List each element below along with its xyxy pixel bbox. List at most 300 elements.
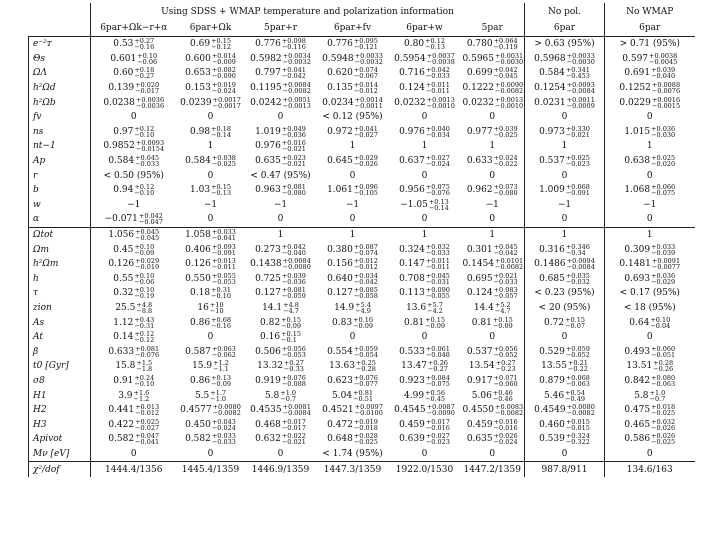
value-cell <box>91 37 177 52</box>
central-value: 0.69 <box>190 39 211 50</box>
value-with-errors <box>131 112 137 122</box>
value-cell <box>389 330 461 345</box>
lower-error: −0.011 <box>211 263 236 272</box>
value-with-errors <box>255 419 306 431</box>
central-value: −1 <box>345 199 360 210</box>
lower-error: −0.036 <box>281 130 306 139</box>
central-value: 0 <box>489 112 496 123</box>
lower-error: −0.090 <box>211 72 236 81</box>
error-bars <box>651 67 675 79</box>
error-bars <box>282 273 306 285</box>
value-cell <box>389 227 461 242</box>
value-with-errors <box>620 288 680 298</box>
value-with-errors <box>250 404 311 416</box>
upper-error: +0.041 <box>281 66 306 75</box>
central-value: 0.16 <box>260 332 281 343</box>
upper-error: +1.0 <box>280 388 297 397</box>
lower-error: −0.009 <box>211 57 236 66</box>
param-label: As <box>29 315 91 330</box>
value-cell <box>525 227 605 242</box>
lower-error: −0.09 <box>353 321 373 330</box>
lower-error: −0.31 <box>134 321 155 330</box>
value-cell <box>461 139 525 154</box>
central-value: 1 <box>207 141 214 152</box>
lower-error: −0.021 <box>565 130 590 139</box>
upper-error: +0.0080 <box>566 403 595 412</box>
value-with-errors <box>463 404 524 416</box>
value-cell <box>461 242 525 257</box>
value-cell <box>605 344 695 359</box>
lower-error: −0.024 <box>211 423 236 432</box>
value-cell <box>525 257 605 272</box>
value-with-errors <box>255 184 306 196</box>
value-cell <box>605 257 695 272</box>
upper-error: +0.035 <box>565 271 590 280</box>
upper-error: +1.7 <box>210 388 227 397</box>
upper-error: +0.10 <box>134 242 155 251</box>
upper-error: +0.032 <box>651 417 676 426</box>
lower-error: −0.13 <box>425 43 445 52</box>
error-bars <box>566 155 590 167</box>
central-value: < 0.17 (95%) <box>619 288 680 299</box>
central-value: 5.5 <box>194 390 210 401</box>
upper-error: +0.028 <box>353 432 378 441</box>
table-row <box>29 359 695 374</box>
lower-error: −0.0010 <box>495 101 524 110</box>
lower-error: −1.2 <box>133 394 150 403</box>
error-bars <box>428 360 448 372</box>
central-value: 0 <box>646 112 653 123</box>
value-with-errors <box>539 419 590 431</box>
value-cell <box>317 154 389 169</box>
lower-error: −0.020 <box>651 160 676 169</box>
lower-error: −0.063 <box>565 379 590 388</box>
central-value: 0.156 <box>327 259 353 270</box>
error-bars <box>425 317 445 329</box>
lower-error: −0.029 <box>651 277 676 286</box>
value-cell <box>317 272 389 287</box>
value-cell <box>461 66 525 81</box>
value-with-errors <box>467 126 518 138</box>
lower-error: −0.021 <box>281 145 306 154</box>
error-bars <box>494 287 518 299</box>
value-with-errors <box>474 302 511 314</box>
value-cell <box>245 227 317 242</box>
error-bars <box>354 287 378 299</box>
error-bars <box>212 229 236 241</box>
value-with-errors <box>489 214 495 224</box>
lower-error: −0.12 <box>134 336 155 345</box>
lower-error: −4.9 <box>355 306 371 315</box>
value-cell <box>177 95 245 110</box>
value-cell <box>177 417 245 432</box>
lower-error: −0.16 <box>211 321 231 330</box>
upper-error: +0.041 <box>353 124 378 133</box>
value-cell <box>389 125 461 140</box>
table-row <box>29 168 695 183</box>
value-cell <box>461 301 525 316</box>
value-with-errors <box>624 244 675 256</box>
lower-error: −0.07 <box>565 321 585 330</box>
central-value: 0.1481 <box>619 259 651 270</box>
chi2-value: 1446.9/1359 <box>245 462 317 478</box>
error-bars <box>134 67 154 79</box>
central-value: 0.465 <box>624 419 651 430</box>
error-bars <box>282 140 306 152</box>
upper-error: +0.0094 <box>566 257 595 266</box>
value-cell <box>461 417 525 432</box>
param-label: t0 [Gyr] <box>29 359 91 374</box>
lower-error: −0.0082 <box>282 87 311 96</box>
central-value: 0 <box>421 214 428 225</box>
lower-error: −0.034 <box>425 130 450 139</box>
upper-error: +1.6 <box>133 388 150 397</box>
central-value: −1 <box>273 199 288 210</box>
error-bars <box>493 390 513 402</box>
central-value: 5.06 <box>471 390 492 401</box>
central-value: 0 <box>646 214 653 225</box>
central-value: 0 <box>421 112 428 123</box>
value-cell <box>91 242 177 257</box>
error-bars <box>566 126 590 138</box>
central-value: 1 <box>561 141 568 152</box>
central-value: 0.879 <box>539 375 565 386</box>
lower-error: −0.27 <box>134 72 155 81</box>
central-value: −1 <box>203 199 218 210</box>
error-bars <box>426 155 450 167</box>
central-value: 0.972 <box>327 126 353 137</box>
central-value: 3.9 <box>118 390 133 401</box>
upper-error: +0.025 <box>135 417 160 426</box>
error-bars <box>139 213 163 225</box>
upper-error: +1.2 <box>213 359 229 368</box>
error-bars <box>567 82 595 94</box>
error-bars <box>426 67 450 79</box>
value-with-errors <box>624 303 676 313</box>
value-cell <box>605 198 695 213</box>
error-bars <box>566 375 590 387</box>
error-bars <box>652 258 680 270</box>
central-value: 1.12 <box>113 317 134 328</box>
central-value: 0.780 <box>466 39 493 50</box>
error-bars <box>495 302 511 314</box>
value-with-errors <box>624 184 675 196</box>
upper-error: +0.081 <box>281 183 306 192</box>
central-value: 0.637 <box>399 156 425 167</box>
value-with-errors <box>327 419 378 431</box>
lower-error: −0.0084 <box>566 87 595 96</box>
central-value: 0.584 <box>539 68 565 79</box>
value-cell <box>245 315 317 330</box>
central-value: 5.46 <box>544 390 565 401</box>
error-bars <box>429 199 449 211</box>
value-with-errors <box>108 258 159 270</box>
lower-error: −0.0154 <box>135 145 165 154</box>
param-label: Ap <box>29 154 91 169</box>
value-cell <box>461 154 525 169</box>
error-bars <box>137 53 157 65</box>
lower-error: −0.025 <box>493 130 518 139</box>
value-cell <box>461 168 525 183</box>
error-bars <box>353 317 373 329</box>
upper-error: +0.15 <box>211 183 231 192</box>
lower-error: −0.039 <box>651 248 676 257</box>
value-with-errors <box>647 449 653 459</box>
value-with-errors <box>322 97 383 109</box>
value-cell <box>317 198 389 213</box>
param-label: b <box>29 183 91 198</box>
param-label: H3 <box>29 417 91 432</box>
error-bars <box>565 317 585 329</box>
value-with-errors <box>185 419 236 431</box>
value-with-errors <box>255 67 306 79</box>
value-cell <box>389 417 461 432</box>
value-cell <box>177 125 245 140</box>
value-cell <box>389 52 461 67</box>
col-header-5: 6par+w <box>389 20 461 37</box>
lower-error: −0.016 <box>493 423 518 432</box>
value-with-errors <box>113 126 154 138</box>
upper-error: +0.12 <box>134 183 155 192</box>
lower-error: −0.14 <box>428 203 449 212</box>
lower-error: −0.0082 <box>495 87 524 96</box>
value-with-errors <box>113 331 154 343</box>
central-value: 0.459 <box>399 419 425 430</box>
value-cell <box>389 388 461 403</box>
value-cell <box>317 388 389 403</box>
value-cell <box>605 52 695 67</box>
error-bars <box>494 184 518 196</box>
lower-error: −0.0090 <box>426 409 455 418</box>
lower-error: −0.0084 <box>566 263 595 272</box>
value-with-errors <box>562 332 568 342</box>
value-with-errors <box>350 171 356 181</box>
lower-error: −0.091 <box>211 248 236 257</box>
central-value: 0.685 <box>539 273 565 284</box>
header-group-sdss-wmap: Using SDSS + WMAP temperature and polarization information <box>91 3 525 20</box>
upper-error: +0.12 <box>134 330 155 339</box>
value-with-errors <box>489 112 495 122</box>
central-value: 0.597 <box>622 53 649 64</box>
central-value: 25.5 <box>115 302 136 313</box>
value-with-errors <box>422 171 428 181</box>
upper-error: +0.045 <box>135 154 160 163</box>
value-with-errors <box>624 433 675 445</box>
lower-error: −0.027 <box>353 130 378 139</box>
value-with-errors <box>108 82 159 94</box>
error-bars <box>136 140 164 152</box>
upper-error: +0.068 <box>565 373 590 382</box>
error-bars <box>566 433 590 445</box>
central-value: 0.633 <box>108 346 135 357</box>
value-cell <box>525 125 605 140</box>
value-with-errors <box>185 346 236 358</box>
error-bars <box>493 317 513 329</box>
value-with-errors <box>619 258 680 270</box>
value-cell <box>461 81 525 96</box>
central-value: 1 <box>421 230 428 241</box>
value-with-errors <box>329 360 376 372</box>
value-with-errors <box>463 97 524 109</box>
upper-error: +0.27 <box>495 359 516 368</box>
error-bars <box>135 155 159 167</box>
lower-error: −0.055 <box>425 292 450 301</box>
central-value: 0.962 <box>466 185 493 196</box>
error-bars <box>566 184 590 196</box>
value-with-errors <box>108 404 159 416</box>
value-with-errors <box>562 171 568 181</box>
error-bars <box>651 346 675 358</box>
error-bars <box>426 258 450 270</box>
error-bars <box>494 67 518 79</box>
central-value: 1.015 <box>624 126 651 137</box>
central-value: 14.1 <box>262 302 283 313</box>
param-label: fv <box>29 110 91 125</box>
central-value: 0.4549 <box>534 405 566 416</box>
value-cell <box>605 168 695 183</box>
central-value: 0 <box>349 214 356 225</box>
central-value: 0.695 <box>466 273 493 284</box>
central-value: < 18 (95%) <box>623 302 676 313</box>
lower-error: −0.27 <box>427 365 448 374</box>
value-cell <box>317 330 389 345</box>
value-with-errors <box>322 404 383 416</box>
lower-error: −0.0036 <box>135 101 165 110</box>
error-bars <box>426 184 450 196</box>
upper-error: +0.017 <box>425 417 450 426</box>
central-value: 0.0239 <box>180 97 212 108</box>
error-bars <box>282 433 306 445</box>
value-cell <box>91 417 177 432</box>
value-with-errors <box>255 287 306 299</box>
value-with-errors <box>629 317 670 329</box>
value-with-errors <box>115 302 152 314</box>
lower-error: −0.33 <box>283 365 304 374</box>
value-cell <box>177 344 245 359</box>
error-bars <box>495 404 523 416</box>
lower-error: −0.121 <box>353 43 378 52</box>
value-with-errors <box>394 97 455 109</box>
value-with-errors <box>327 67 378 79</box>
central-value: 0.5982 <box>250 53 282 64</box>
lower-error: −0.032 <box>565 277 590 286</box>
value-with-errors <box>255 433 306 445</box>
col-header-1: 6par+Ωk−r+α <box>91 20 177 37</box>
value-with-errors <box>400 199 449 211</box>
lower-error: −0.063 <box>651 379 676 388</box>
value-cell <box>245 257 317 272</box>
lower-error: −0.030 <box>651 130 676 139</box>
value-cell <box>389 344 461 359</box>
upper-error: +0.039 <box>493 124 518 133</box>
value-with-errors <box>467 273 518 285</box>
upper-error: +0.084 <box>425 373 450 382</box>
central-value: 0.91 <box>113 375 134 386</box>
value-cell <box>525 242 605 257</box>
value-cell <box>605 272 695 287</box>
central-value: 0.9852 <box>103 141 135 152</box>
lower-error: −0.06 <box>134 277 155 286</box>
upper-error: +0.075 <box>425 183 450 192</box>
value-cell <box>317 286 389 301</box>
value-with-errors <box>190 317 231 329</box>
lower-error: −0.0100 <box>354 409 383 418</box>
upper-error: +0.074 <box>353 66 378 75</box>
central-value: 0.529 <box>539 346 565 357</box>
central-value: 0 <box>646 170 653 181</box>
central-value: 0 <box>207 214 214 225</box>
value-cell <box>245 344 317 359</box>
central-value: 0.923 <box>399 375 425 386</box>
error-bars <box>212 82 236 94</box>
error-bars <box>354 155 378 167</box>
value-cell <box>605 212 695 227</box>
lower-error: −0.091 <box>565 189 590 198</box>
central-value: 0.0242 <box>250 97 282 108</box>
value-cell <box>245 374 317 389</box>
value-cell <box>91 315 177 330</box>
value-cell <box>245 212 317 227</box>
lower-error: −0.033 <box>211 438 236 447</box>
param-label: zion <box>29 301 91 316</box>
error-bars <box>135 258 159 270</box>
lower-error: −0.0038 <box>426 57 455 66</box>
value-with-errors <box>489 171 495 181</box>
lower-error: −0.033 <box>425 248 450 257</box>
lower-error: −0.10 <box>134 379 155 388</box>
error-bars <box>354 273 378 285</box>
lower-error: −0.012 <box>353 263 378 272</box>
value-cell <box>317 168 389 183</box>
table-row <box>29 125 695 140</box>
central-value: 0.4521 <box>322 405 354 416</box>
value-with-errors <box>534 39 594 49</box>
upper-error: +0.056 <box>493 344 518 353</box>
upper-error: +0.0038 <box>649 51 678 60</box>
error-bars <box>210 302 224 314</box>
value-with-errors <box>624 375 675 387</box>
value-with-errors <box>274 200 287 210</box>
value-cell <box>91 66 177 81</box>
value-cell <box>91 257 177 272</box>
lower-error: −0.0010 <box>426 101 455 110</box>
error-bars <box>282 375 306 387</box>
lower-error: −0.040 <box>281 248 306 257</box>
value-cell <box>605 417 695 432</box>
lower-error: −0.7 <box>649 394 666 403</box>
value-with-errors <box>350 214 356 224</box>
error-bars <box>651 155 675 167</box>
value-cell <box>525 95 605 110</box>
table-row <box>29 81 695 96</box>
param-label: h²Ωd <box>29 81 91 96</box>
central-value: 0.301 <box>466 244 493 255</box>
upper-error: +0.0091 <box>651 257 681 266</box>
error-bars <box>566 346 590 358</box>
value-cell <box>605 125 695 140</box>
central-value: 5.04 <box>332 390 353 401</box>
error-bars <box>212 53 236 65</box>
value-cell <box>245 432 317 447</box>
value-with-errors <box>399 287 450 299</box>
upper-error: +0.019 <box>211 81 236 90</box>
value-cell <box>605 110 695 125</box>
upper-error: +0.066 <box>651 183 676 192</box>
central-value: < 0.12 (95%) <box>322 112 383 123</box>
central-value: 0.147 <box>399 259 425 270</box>
upper-error: +0.039 <box>281 271 306 280</box>
central-value: 0 <box>489 214 496 225</box>
